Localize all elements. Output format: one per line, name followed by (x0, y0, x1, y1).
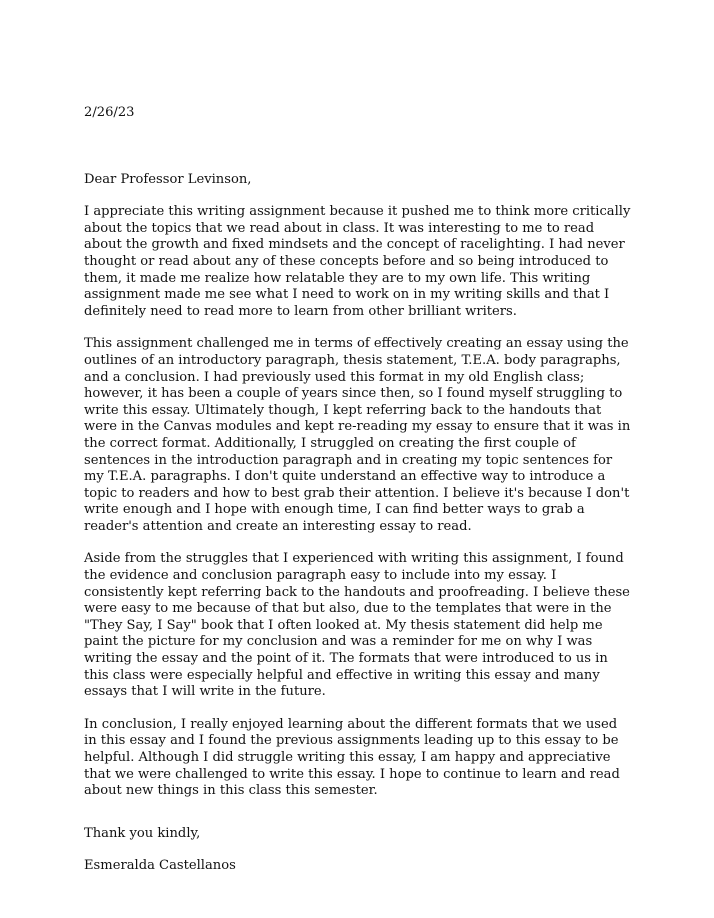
paragraph-4: In conclusion, I really enjoyed learning about the different formats that we used in this essay and I found the previous assignments leading up to this essay to be helpful. Although I did struggle writing this essay, I am happy and appreciative that we were challenged to write this essay. I hope to continue to learn and read about new things in this class this semester. (84, 716, 620, 799)
closing: Thank you kindly, (84, 825, 201, 841)
paragraph-1: I appreciate this writing assignment because it pushed me to think more critically about the topics that we read about in class. It was interesting to me to read about the growth and fixed mindsets and the concept of racelighting. I had never thought or read about any of these concepts before and so being introduced to them, it made me realize how relatable they are to my own life. This writing assignment made me see what I need to work on in my writing skills and that I definitely need to read more to learn from other brilliant writers. (84, 204, 631, 319)
paragraph-3: Aside from the struggles that I experienced with writing this assignment, I found the evidence and conclusion paragraph easy to include into my essay. I consistently kept referring back to the handouts and proofreading. I believe these were easy to me because of that but also, due to the templates that were in the "They Say, I Say" book that I often looked at. My thesis statement did help me paint the picture for my conclusion and was a reminder for me on why I was writing the essay and the point of it. The formats that were introduced to us in this class were especially helpful and effective in writing this essay and many essays that I will write in the future. (84, 551, 630, 700)
letter-date: 2/26/23 (84, 105, 135, 120)
letter-body (84, 105, 632, 875)
paragraph-2: This assignment challenged me in terms of effectively creating an essay using the outlines of an introductory paragraph, thesis statement, T.E.A. body paragraphs, and a conclusion. I had previously used this format in my old English class; however, it has been a couple of years since then, so I found myself struggling to write this essay. Ultimately though, I kept referring back to the handouts that were in the Canvas modules and kept re-reading my essay to ensure that it was in the correct format. Additionally, I struggled on creating the first couple of sentences in the introduction paragraph and in creating my topic sentences for my T.E.A. paragraphs. I don't quite understand an effective way to introduce a topic to readers and how to best grab their attention. I believe it's because I don't write enough and I hope with enough time, I can find better ways to grab a reader's attention and create an interesting essay to read. (84, 336, 631, 534)
signature-name: Esmeralda Castellanos (84, 858, 236, 874)
salutation: Dear Professor Levinson, (84, 171, 252, 187)
